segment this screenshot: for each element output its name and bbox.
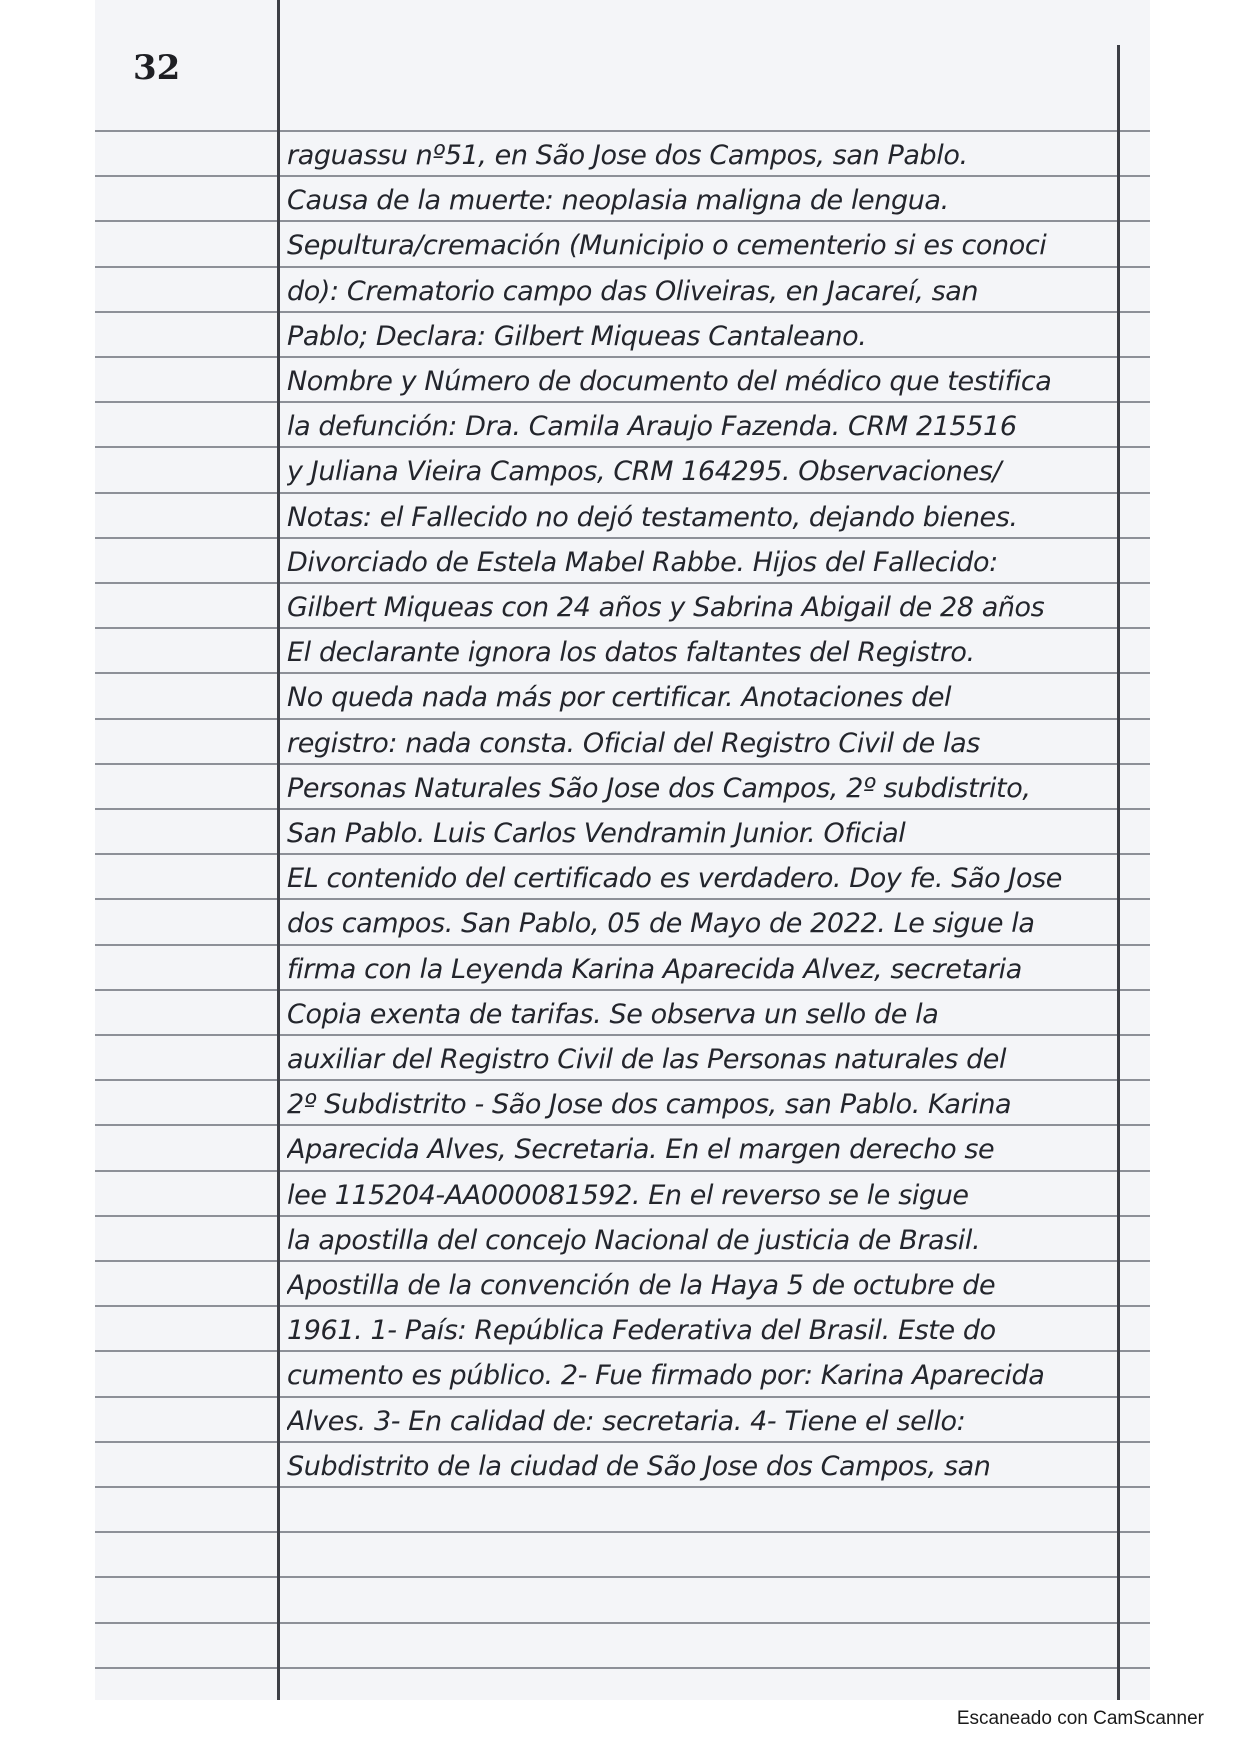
text-line: registro: nada consta. Oficial del Registro Civil de las xyxy=(287,727,980,759)
text-line: auxiliar del Registro Civil de las Personas naturales del xyxy=(287,1044,1007,1075)
text-line: San Pablo. Luis Carlos Vendramin Junior. Oficial xyxy=(287,818,906,849)
rule-line xyxy=(95,989,1150,991)
text-line: Gilbert Miqueas con 24 años y Sabrina Abigail de 28 años xyxy=(287,592,1045,623)
text-line: 1961. 1- País: República Federativa del Brasil. Este do xyxy=(287,1315,996,1347)
rule-line xyxy=(95,808,1150,810)
rule-line xyxy=(95,898,1150,900)
rule-line xyxy=(95,1305,1150,1307)
rule-line xyxy=(95,175,1150,177)
rule-line xyxy=(95,718,1150,720)
rule-line xyxy=(95,582,1150,584)
rule-line xyxy=(95,672,1150,674)
rule-line xyxy=(95,1124,1150,1126)
text-line: Aparecida Alves, Secretaria. En el margen derecho se xyxy=(287,1134,995,1166)
text-line: do): Crematorio campo das Oliveiras, en Jacareí, san xyxy=(287,275,979,307)
rule-line xyxy=(95,1622,1150,1624)
rule-line xyxy=(95,266,1150,268)
text-line: y Juliana Vieira Campos, CRM 164295. Observaciones/ xyxy=(287,456,1002,488)
text-line: la defunción: Dra. Camila Araujo Fazenda. CRM 215516 xyxy=(287,411,1017,443)
scanner-watermark: Escaneado con CamScanner xyxy=(956,1708,1204,1729)
rule-line xyxy=(95,1079,1150,1081)
rule-line xyxy=(95,1667,1150,1669)
rule-line xyxy=(95,1531,1150,1533)
text-line: Sepultura/cremación (Municipio o cementerio si es conoci xyxy=(287,230,1047,262)
rule-line xyxy=(95,446,1150,448)
text-line: dos campos. San Pablo, 05 de Mayo de 2022. Le sigue la xyxy=(287,908,1035,940)
text-line: 2º Subdistrito - São Jose dos campos, san Pablo. Karina xyxy=(287,1089,1012,1121)
text-line: EL contenido del certificado es verdadero. Doy fe. São Jose xyxy=(287,863,1062,895)
text-line: Causa de la muerte: neoplasia maligna de lengua. xyxy=(287,185,949,217)
rule-line xyxy=(95,401,1150,403)
rule-line xyxy=(95,1170,1150,1172)
rule-line xyxy=(95,130,1150,132)
page-number: 32 xyxy=(133,48,181,88)
rule-line xyxy=(95,627,1150,629)
text-line: Apostilla de la convención de la Haya 5 de octubre de xyxy=(287,1270,996,1301)
rule-line xyxy=(95,537,1150,539)
rule-line xyxy=(95,1486,1150,1488)
text-line: Pablo; Declara: Gilbert Miqueas Cantaleano. xyxy=(287,320,867,352)
rule-line xyxy=(95,1441,1150,1443)
text-line: No queda nada más por certificar. Anotaciones del xyxy=(287,682,952,714)
rule-line xyxy=(95,1260,1150,1262)
text-line: Copia exenta de tarifas. Se observa un sello de la xyxy=(287,998,939,1030)
text-line: Subdistrito de la ciudad de São Jose dos Campos, san xyxy=(287,1450,991,1482)
rule-line xyxy=(95,1576,1150,1578)
text-line: Divorciado de Estela Mabel Rabbe. Hijos del Fallecido: xyxy=(287,546,998,578)
rule-line xyxy=(95,311,1150,313)
rule-line xyxy=(95,853,1150,855)
left-margin-line xyxy=(277,0,280,1700)
scanned-notebook-page xyxy=(95,0,1150,1700)
text-line: raguassu nº51, en São Jose dos Campos, san Pablo. xyxy=(287,140,968,171)
text-line: Nombre y Número de documento del médico que testifica xyxy=(287,366,1052,397)
rule-line xyxy=(95,763,1150,765)
text-line: lee 115204-AA000081592. En el reverso se le sigue xyxy=(287,1179,969,1211)
text-line: cumento es público. 2- Fue firmado por: Karina Aparecida xyxy=(287,1360,1045,1392)
rule-line xyxy=(95,944,1150,946)
rule-line xyxy=(95,356,1150,358)
text-line: la apostilla del concejo Nacional de justicia de Brasil. xyxy=(287,1224,981,1256)
rule-line xyxy=(95,1396,1150,1398)
rule-line xyxy=(95,1034,1150,1036)
text-line: Personas Naturales São Jose dos Campos, 2º subdistrito, xyxy=(287,772,1031,804)
rule-line xyxy=(95,492,1150,494)
right-margin-line xyxy=(1117,45,1120,1700)
rule-line xyxy=(95,1350,1150,1352)
rule-line xyxy=(95,220,1150,222)
text-line: Notas: el Fallecido no dejó testamento, dejando bienes. xyxy=(287,501,1018,533)
rule-line xyxy=(95,1215,1150,1217)
text-line: Alves. 3- En calidad de: secretaria. 4- Tiene el sello: xyxy=(287,1405,966,1437)
text-line: firma con la Leyenda Karina Aparecida Alvez, secretaria xyxy=(287,953,1022,985)
text-line: El declarante ignora los datos faltantes del Registro. xyxy=(287,637,975,669)
